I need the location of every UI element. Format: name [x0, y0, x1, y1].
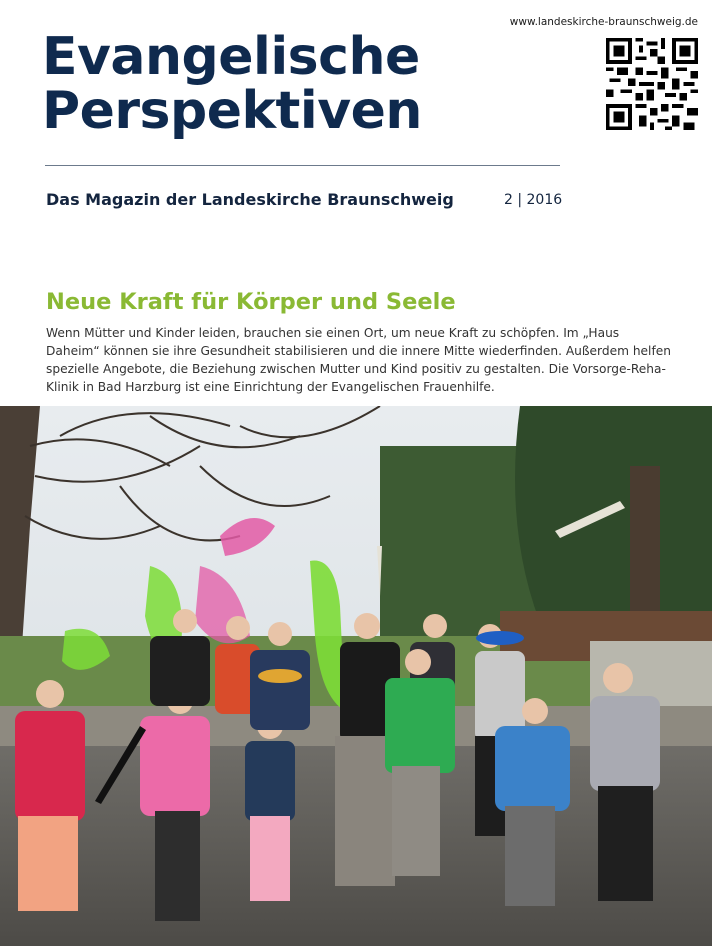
issue-number: 2 | 2016 [504, 192, 563, 208]
title-line-2: Perspektiven [42, 81, 422, 141]
magazine-subtitle: Das Magazin der Landeskirche Braunschweig [46, 190, 454, 209]
article-lead: Wenn Mütter und Kinder leiden, brauchen sie einen Ort, um neue Kraft zu schöpfen. Im „Haus Daheim“ können sie ihre Gesundheit stabilisieren und die innere Mitte wiederfinden. Außerdem helfen spezielle Angebote, die Beziehung zwischen Mutter und Kind positiv zu gestalten. Die Vorsorge-Reha-Klinik in Bad Harzburg ist eine Einrichtung der Evangelischen Frauenhilfe. [46, 326, 671, 394]
title-divider [45, 165, 560, 166]
cover-photo [0, 406, 712, 946]
title-line-1: Evangelische [42, 27, 420, 87]
qr-code [606, 38, 698, 130]
article-headline: Neue Kraft für Körper und Seele [46, 289, 456, 315]
magazine-title [42, 27, 422, 141]
website-url[interactable]: www.landeskirche-braunschweig.de [509, 16, 698, 28]
